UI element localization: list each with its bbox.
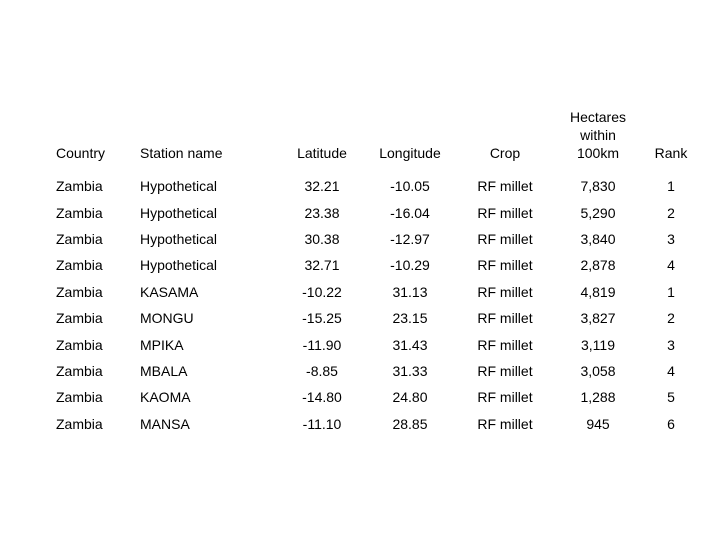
cell-lon: -16.04 xyxy=(390,204,430,221)
cell-country: Zambia xyxy=(56,362,103,379)
cell-country: Zambia xyxy=(56,283,103,300)
header-latitude: Latitude xyxy=(297,145,347,161)
cell-crop: RF millet xyxy=(477,415,533,432)
header-hectares-line-2: within xyxy=(580,127,616,143)
header-country: Country xyxy=(56,145,106,161)
cell-station: Hypothetical xyxy=(140,230,218,247)
header-row xyxy=(48,108,700,173)
table-row xyxy=(48,173,700,199)
cell-hectares: 2,878 xyxy=(580,257,616,274)
cell-rank: 5 xyxy=(667,389,675,406)
cell-station: MANSA xyxy=(140,415,190,432)
cell-hectares: 945 xyxy=(586,415,610,432)
cell-country: Zambia xyxy=(56,204,103,221)
cell-country: Zambia xyxy=(56,178,103,195)
cell-rank: 1 xyxy=(667,178,675,195)
cell-crop: RF millet xyxy=(477,283,533,300)
cell-lon: -10.05 xyxy=(390,178,430,195)
table-row xyxy=(48,305,700,331)
cell-station: MBALA xyxy=(140,362,188,379)
cell-crop: RF millet xyxy=(477,310,533,327)
table-row xyxy=(48,279,700,305)
cell-lon: 31.13 xyxy=(392,283,428,300)
cell-station: MPIKA xyxy=(140,336,184,353)
cell-lat: -14.80 xyxy=(302,389,342,406)
cell-lat: -8.85 xyxy=(306,362,338,379)
cell-hectares: 3,058 xyxy=(580,362,616,379)
cell-crop: RF millet xyxy=(477,336,533,353)
cell-country: Zambia xyxy=(56,389,103,406)
cell-rank: 6 xyxy=(667,415,675,432)
table-row xyxy=(48,252,700,278)
table-row xyxy=(48,226,700,252)
cell-station: Hypothetical xyxy=(140,204,218,221)
header-crop: Crop xyxy=(489,145,521,161)
table-row xyxy=(48,331,700,357)
table-body xyxy=(48,173,700,437)
cell-crop: RF millet xyxy=(477,204,533,221)
cell-lon: 31.33 xyxy=(392,362,428,379)
cell-country: Zambia xyxy=(56,230,103,247)
cell-hectares: 7,830 xyxy=(580,178,616,195)
cell-hectares: 4,819 xyxy=(580,283,616,300)
header-hectares-line-3: 100km xyxy=(576,145,620,161)
header-hectares xyxy=(554,108,642,173)
cell-lat: -11.10 xyxy=(302,415,342,432)
cell-rank: 4 xyxy=(667,362,675,379)
cell-hectares: 3,119 xyxy=(581,336,615,353)
cell-lon: 24.80 xyxy=(392,389,428,406)
cell-crop: RF millet xyxy=(477,257,533,274)
cell-hectares: 1,288 xyxy=(580,389,616,406)
cell-crop: RF millet xyxy=(477,230,533,247)
cell-lat: 32.21 xyxy=(304,178,340,195)
cell-lat: 30.38 xyxy=(304,230,340,247)
header-rank: Rank xyxy=(654,145,688,161)
cell-lon: 28.85 xyxy=(392,415,428,432)
cell-lon: -10.29 xyxy=(390,257,430,274)
cell-country: Zambia xyxy=(56,257,103,274)
header-station-name: Station name xyxy=(140,145,223,161)
table-row xyxy=(48,411,700,437)
cell-rank: 4 xyxy=(667,257,675,274)
cell-lat: -11.90 xyxy=(302,336,342,353)
cell-crop: RF millet xyxy=(477,178,533,195)
cell-lat: 23.38 xyxy=(304,204,340,221)
station-table xyxy=(48,108,700,437)
cell-lat: 32.71 xyxy=(304,257,340,274)
header-hectares-line-1: Hectares xyxy=(569,109,627,125)
cell-hectares: 3,840 xyxy=(580,230,616,247)
cell-station: KAOMA xyxy=(140,389,191,406)
cell-rank: 2 xyxy=(667,310,675,327)
cell-rank: 2 xyxy=(667,204,675,221)
table-row xyxy=(48,384,700,410)
cell-country: Zambia xyxy=(56,310,103,327)
cell-crop: RF millet xyxy=(477,389,533,406)
cell-lat: -15.25 xyxy=(302,310,342,327)
cell-station: Hypothetical xyxy=(140,257,218,274)
cell-country: Zambia xyxy=(56,336,103,353)
table-row xyxy=(48,358,700,384)
cell-lon: 31.43 xyxy=(392,336,428,353)
cell-station: KASAMA xyxy=(140,283,199,300)
cell-rank: 1 xyxy=(667,283,675,300)
cell-rank: 3 xyxy=(667,336,675,353)
header-longitude: Longitude xyxy=(379,145,441,161)
cell-lon: -12.97 xyxy=(390,230,430,247)
table-row xyxy=(48,199,700,225)
cell-lon: 23.15 xyxy=(392,310,428,327)
cell-station: MONGU xyxy=(140,310,194,327)
cell-rank: 3 xyxy=(667,230,675,247)
cell-country: Zambia xyxy=(56,415,103,432)
cell-hectares: 3,827 xyxy=(580,310,616,327)
cell-station: Hypothetical xyxy=(140,178,218,195)
cell-lat: -10.22 xyxy=(302,283,342,300)
cell-hectares: 5,290 xyxy=(580,204,616,221)
cell-crop: RF millet xyxy=(477,362,533,379)
